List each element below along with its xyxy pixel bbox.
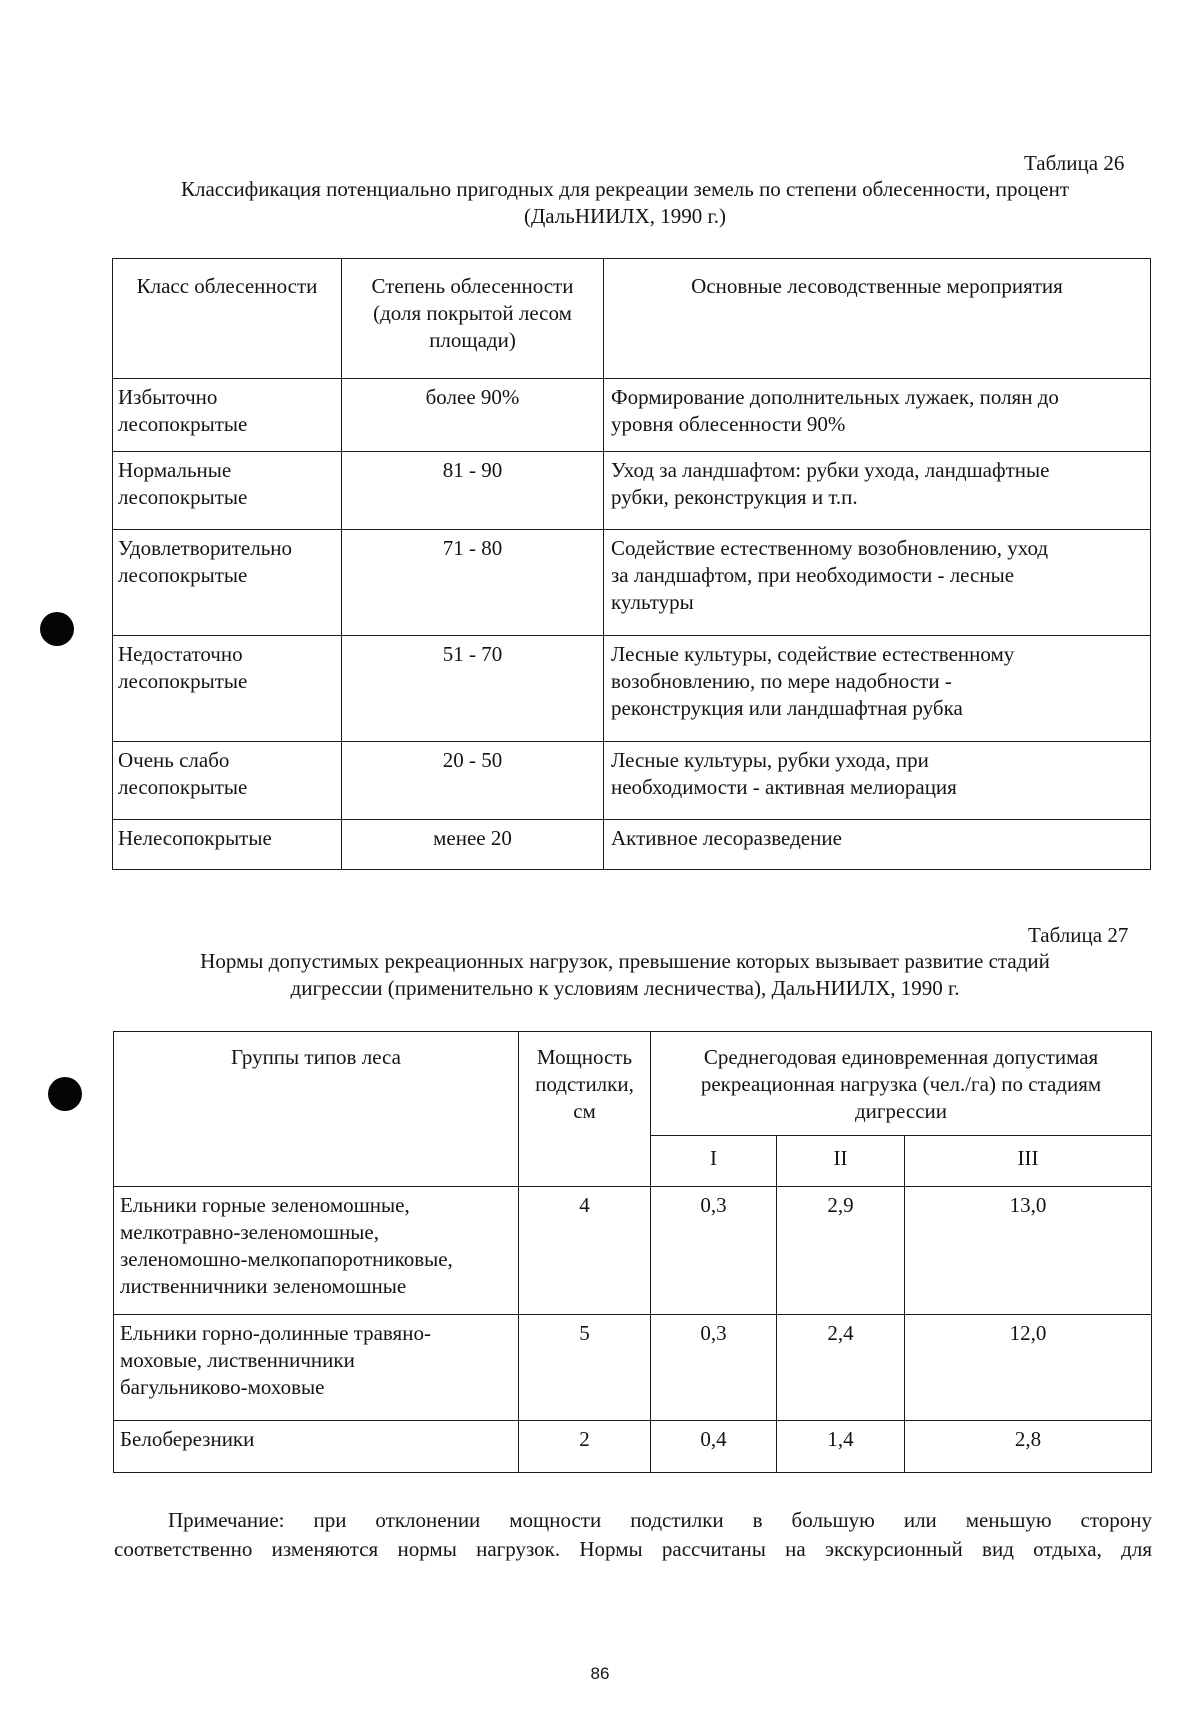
degree-cell: 20 - 50 xyxy=(342,742,604,820)
header-cell: Основные лесоводственные мероприятия xyxy=(604,259,1151,379)
cell-line: Уход за ландшафтом: рубки ухода, ландшафтные xyxy=(611,458,1050,482)
table-row xyxy=(113,820,1151,870)
header-cell xyxy=(342,259,604,379)
table-row xyxy=(113,530,1151,636)
table-note xyxy=(114,1506,1152,1564)
measures-cell xyxy=(604,452,1151,530)
degree-cell: более 90% xyxy=(342,379,604,452)
degree-cell: менее 20 xyxy=(342,820,604,870)
class-cell xyxy=(113,530,342,636)
cell-line: Избыточно xyxy=(118,385,218,409)
cell-line: Белоберезники xyxy=(120,1427,255,1451)
class-cell xyxy=(113,820,342,870)
table-row xyxy=(114,1315,1152,1421)
cell-line: Нормальные xyxy=(118,458,232,482)
cell-line: уровня облесенности 90% xyxy=(611,412,846,436)
cell-line: Недостаточно xyxy=(118,642,243,666)
table-27-caption-line: Нормы допустимых рекреационных нагрузок, превышение которых вызывает развитие стадий xyxy=(200,949,1050,973)
stage-header-cell: II xyxy=(777,1136,905,1187)
table-27-label: Таблица 27 xyxy=(1028,923,1129,947)
forest-group-cell xyxy=(114,1187,519,1315)
table-26-label: Таблица 26 xyxy=(1024,151,1125,175)
cell-line: культуры xyxy=(611,590,694,614)
cell-line: Лесные культуры, содействие естественному xyxy=(611,642,1015,666)
table-row xyxy=(114,1187,1152,1315)
stage-value-cell: 2,8 xyxy=(905,1421,1152,1473)
header-line: см xyxy=(573,1099,596,1123)
header-line: подстилки, xyxy=(535,1072,634,1096)
header-cell xyxy=(519,1032,651,1187)
header-line: дигрессии xyxy=(855,1099,947,1123)
header-line: Степень облесенности xyxy=(371,274,574,298)
forest-cover-classification-table xyxy=(112,258,1151,870)
header-cell: Класс облесенности xyxy=(113,259,342,379)
table-row xyxy=(113,379,1151,452)
cell-line: моховые, лиственничники xyxy=(120,1348,355,1372)
header-line: рекреационная нагрузка (чел./га) по стадиям xyxy=(700,1072,1102,1096)
degree-cell: 51 - 70 xyxy=(342,636,604,742)
cell-line: лесопокрытые xyxy=(118,563,248,587)
cell-line: Ельники горно-долинные травяно- xyxy=(120,1321,431,1345)
header-line: Среднегодовая единовременная допустимая xyxy=(703,1045,1099,1069)
stage-value-cell: 12,0 xyxy=(905,1315,1152,1421)
cell-line: за ландшафтом, при необходимости - лесные xyxy=(611,563,1015,587)
cell-line: зеленомошно-мелкопапоротниковые, xyxy=(120,1247,453,1271)
header-line: площади) xyxy=(429,328,516,352)
cell-line: Ельники горные зеленомошные, xyxy=(120,1193,410,1217)
litter-cell: 2 xyxy=(519,1421,651,1473)
table-header-row xyxy=(114,1032,1152,1136)
cell-line: лесопокрытые xyxy=(118,775,248,799)
table-26-caption xyxy=(100,176,1150,230)
punch-hole-mark xyxy=(48,1077,82,1111)
cell-line: мелкотравно-зеленомошные, xyxy=(120,1220,379,1244)
measures-cell xyxy=(604,820,1151,870)
class-cell xyxy=(113,379,342,452)
stage-header-cell: III xyxy=(905,1136,1152,1187)
table-26-caption-line: (ДальНИИЛХ, 1990 г.) xyxy=(523,204,727,228)
cell-line: необходимости - активная мелиорация xyxy=(611,775,957,799)
header-cell xyxy=(651,1032,1152,1136)
cell-line: лесопокрытые xyxy=(118,412,248,436)
table-27-caption xyxy=(100,948,1150,1002)
class-cell xyxy=(113,636,342,742)
measures-cell xyxy=(604,742,1151,820)
note-line: Примечание: при отклонении мощности подстилки в большую или меньшую сторону xyxy=(168,1508,1152,1532)
cell-line: лесопокрытые xyxy=(118,669,248,693)
table-row xyxy=(114,1421,1152,1473)
punch-hole-mark xyxy=(40,612,74,646)
cell-line: Нелесопокрытые xyxy=(118,826,272,850)
cell-line: Очень слабо xyxy=(118,748,230,772)
stage-value-cell: 1,4 xyxy=(777,1421,905,1473)
cell-line: лесопокрытые xyxy=(118,485,248,509)
header-cell: Группы типов леса xyxy=(114,1032,519,1187)
class-cell xyxy=(113,742,342,820)
recreational-load-norms-table xyxy=(113,1031,1152,1473)
cell-line: Формирование дополнительных лужаек, полян до xyxy=(611,385,1059,409)
cell-line: возобновлению, по мере надобности - xyxy=(611,669,952,693)
stage-value-cell: 0,4 xyxy=(651,1421,777,1473)
table-27-caption-line: дигрессии (применительно к условиям лесничества), ДальНИИЛХ, 1990 г. xyxy=(290,976,960,1000)
measures-cell xyxy=(604,379,1151,452)
degree-cell: 81 - 90 xyxy=(342,452,604,530)
measures-cell xyxy=(604,636,1151,742)
table-row xyxy=(113,636,1151,742)
table-header-row xyxy=(113,259,1151,379)
table-row xyxy=(113,452,1151,530)
stage-value-cell: 2,4 xyxy=(777,1315,905,1421)
measures-cell xyxy=(604,530,1151,636)
stage-value-cell: 13,0 xyxy=(905,1187,1152,1315)
cell-line: рубки, реконструкция и т.п. xyxy=(611,485,858,509)
cell-line: багульниково-моховые xyxy=(120,1375,325,1399)
degree-cell: 71 - 80 xyxy=(342,530,604,636)
stage-value-cell: 2,9 xyxy=(777,1187,905,1315)
class-cell xyxy=(113,452,342,530)
table-26-caption-line: Классификация потенциально пригодных для рекреации земель по степени облесенности, процент xyxy=(180,177,1069,201)
forest-group-cell xyxy=(114,1315,519,1421)
stage-value-cell: 0,3 xyxy=(651,1315,777,1421)
cell-line: лиственничники зеленомошные xyxy=(120,1274,407,1298)
header-line: Мощность xyxy=(536,1045,633,1069)
stage-value-cell: 0,3 xyxy=(651,1187,777,1315)
cell-line: Содействие естественному возобновлению, уход xyxy=(611,536,1049,560)
cell-line: Удовлетворительно xyxy=(118,536,293,560)
litter-cell: 4 xyxy=(519,1187,651,1315)
forest-group-cell xyxy=(114,1421,519,1473)
page-number: 86 xyxy=(590,1664,610,1683)
litter-cell: 5 xyxy=(519,1315,651,1421)
table-row xyxy=(113,742,1151,820)
stage-header-cell: I xyxy=(651,1136,777,1187)
cell-line: реконструкция или ландшафтная рубка xyxy=(611,696,963,720)
cell-line: Активное лесоразведение xyxy=(611,826,842,850)
note-line: соответственно изменяются нормы нагрузок. Нормы рассчитаны на экскурсионный вид отдыха, для xyxy=(114,1537,1152,1561)
header-line: (доля покрытой лесом xyxy=(373,301,572,325)
cell-line: Лесные культуры, рубки ухода, при xyxy=(611,748,929,772)
